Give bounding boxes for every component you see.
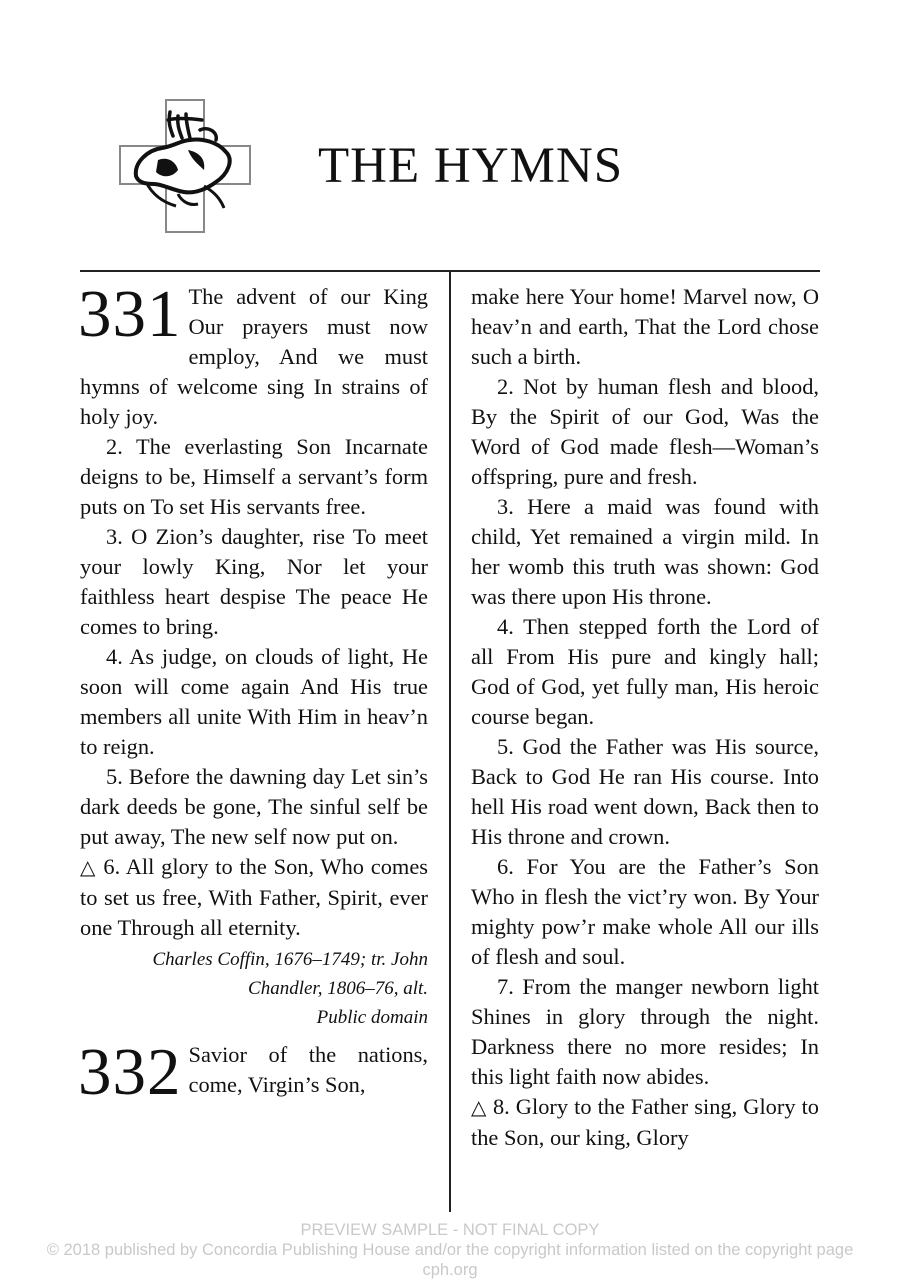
watermark-link: cph.org <box>422 1261 478 1279</box>
hymn-first-stanza: Savior of the nations, come, Virgin’s Son, <box>188 1042 428 1097</box>
stanza: 5. Before the dawning day Let sin’s dark deeds be gone, The sinful self be put away, The new self now put on. <box>80 764 428 849</box>
column-divider <box>449 272 451 1212</box>
hymn-331 <box>78 277 428 432</box>
hymn-credit: Charles Coffin, 1676–1749; tr. John Chandler, 1806–76, alt. <box>152 949 428 999</box>
doxology-triangle-icon: △ <box>471 1097 487 1119</box>
stanza: 7. From the manger newborn light Shines in glory through the night. Darkness there no more resides; In this light faith now abides. <box>471 974 819 1089</box>
stanza-doxology <box>471 1092 819 1153</box>
stanza: 3. Here a maid was found with child, Yet remained a virgin mild. In her womb this truth was shown: God was there upon His throne. <box>471 494 819 609</box>
hymn-number: 332 <box>78 1035 182 1109</box>
watermark-copyright: © 2018 published by Concordia Publishing House and/or the copyright information listed on the copyright page <box>46 1241 854 1259</box>
stanza: 5. God the Father was His source, Back to God He ran His course. Into hell His road went down, Back then to His throne and crown. <box>471 734 819 849</box>
right-column <box>471 282 819 1153</box>
stanza: 2. Not by human flesh and blood, By the Spirit of our God, Was the Word of God made flesh—Woman’s offspring, pure and fresh. <box>471 374 819 489</box>
hymn-332 <box>78 1035 428 1109</box>
stanza: 2. The everlasting Son Incarnate deigns to be, Himself a servant’s form puts on To set His servants free. <box>80 434 428 519</box>
stanza-doxology <box>80 852 428 943</box>
hymn-copyright: Public domain <box>316 1007 428 1028</box>
hymn-first-stanza: The advent of our King Our prayers must now employ, And we must hymns of welcome sing In strains of holy joy. <box>80 284 428 429</box>
left-column <box>78 277 428 1109</box>
cross-with-flame-hand-icon <box>118 98 254 234</box>
stanza-continued: make here Your home! Marvel now, O heav’n and earth, That the Lord chose such a birth. <box>471 284 819 369</box>
preview-watermark <box>0 1220 900 1280</box>
page-title: THE HYMNS <box>318 138 624 194</box>
watermark-line: PREVIEW SAMPLE - NOT FINAL COPY <box>300 1221 600 1239</box>
stanza: 6. For You are the Father’s Son Who in flesh the vict’ry won. By Your mighty pow’r make whole All our ills of flesh and soul. <box>471 854 819 969</box>
hymn-number: 331 <box>78 277 182 351</box>
stanza: 3. O Zion’s daughter, rise To meet your lowly King, Nor let your faithless heart despise The peace He comes to bring. <box>80 524 428 639</box>
stanza: 4. Then stepped forth the Lord of all From His pure and kingly hall; God of God, yet fully man, His heroic course began. <box>471 614 819 729</box>
stanza-text: 6. All glory to the Son, Who comes to set us free, With Father, Spirit, ever one Through all eternity. <box>80 854 428 940</box>
doxology-triangle-icon: △ <box>80 857 97 879</box>
stanza: 4. As judge, on clouds of light, He soon will come again And His true members all unite With Him in heav’n to reign. <box>80 644 428 759</box>
stanza-text: 8. Glory to the Father sing, Glory to the Son, our king, Glory <box>471 1094 819 1150</box>
page-header <box>0 0 900 260</box>
